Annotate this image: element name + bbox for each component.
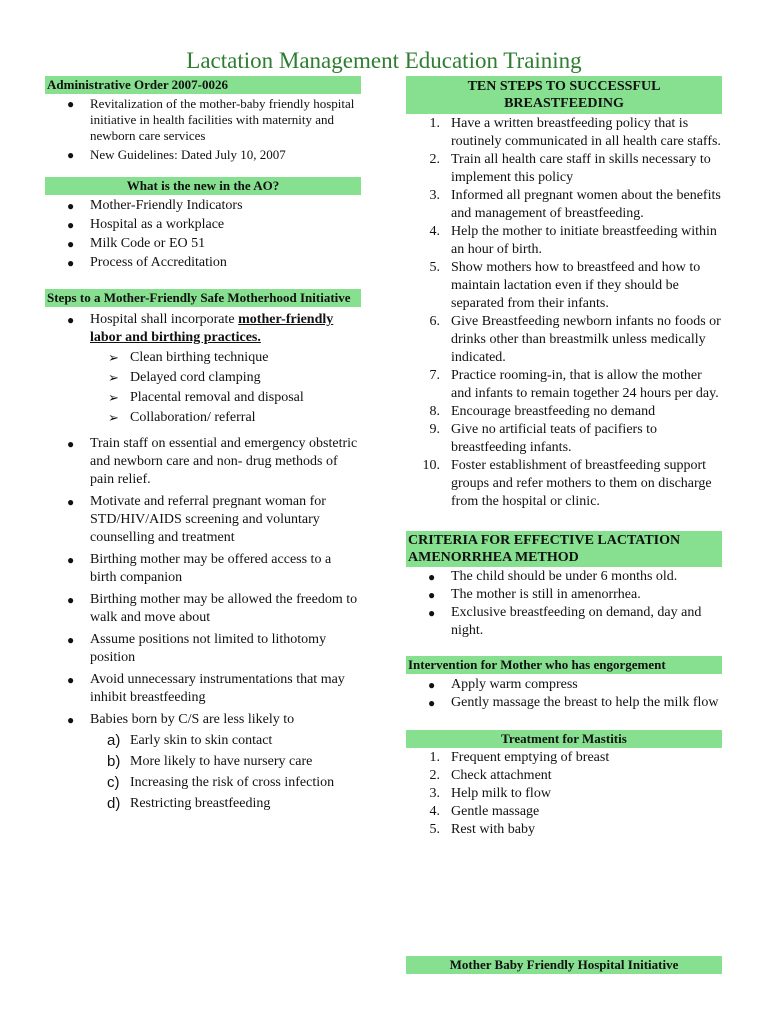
- footer-banner: Mother Baby Friendly Hospital Initiative: [406, 956, 722, 974]
- list-item: ● Avoid unnecessary instrumentations that may inhibit breastfeeding: [67, 672, 345, 705]
- bullet-icon: ●: [67, 553, 75, 567]
- alpha-marker: b): [107, 753, 121, 770]
- list-item: ● Babies born by C/S are less likely to: [67, 712, 295, 727]
- lam-list: [406, 568, 722, 640]
- bullet-icon: ●: [67, 713, 75, 727]
- steps-more-list: [45, 435, 361, 729]
- list-item: ● Assume positions not limited to lithotomy position: [67, 632, 327, 665]
- list-item: 3. Help milk to flow: [429, 786, 551, 801]
- list-item: 4. Help the mother to initiate breastfeeding within an hour of birth.: [429, 224, 717, 257]
- bullet-icon: ●: [428, 678, 436, 692]
- admin-order-list: [45, 96, 361, 163]
- list-item: 10. Foster establishment of breastfeeding support groups and refer mothers to them on discharge from the hospital or clinic.: [422, 458, 712, 509]
- arrowhead-bullet-icon: ➢: [108, 350, 119, 365]
- steps-list: [45, 311, 361, 347]
- list-item: ● Gently massage the breast to help the milk flow: [428, 695, 719, 710]
- bullet-icon: ●: [67, 495, 75, 509]
- list-item: b) More likely to have nursery care: [107, 753, 313, 770]
- bullet-icon: ●: [428, 570, 436, 584]
- list-item: c) Increasing the risk of cross infection: [107, 774, 335, 791]
- arrowhead-bullet-icon: ➢: [108, 390, 119, 405]
- list-item: ● Birthing mother may be allowed the freedom to walk and move about: [67, 592, 358, 625]
- list-item: 1. Frequent emptying of breast: [429, 750, 610, 765]
- list-item: ● Birthing mother may be offered access to a birth companion: [67, 552, 332, 585]
- list-item: ● Apply warm compress: [428, 677, 578, 692]
- bullet-icon: ●: [67, 199, 75, 213]
- bullet-icon: ●: [67, 593, 75, 607]
- list-item: 5. Show mothers how to breastfeed and how to maintain lactation even if they should be separated from their infants.: [429, 260, 701, 311]
- steps-header: Steps to a Mother-Friendly Safe Motherhood Initiative: [45, 289, 361, 307]
- arrowhead-bullet-icon: ➢: [108, 370, 119, 385]
- arrowhead-bullet-icon: ➢: [108, 410, 119, 425]
- list-item: ● Exclusive breastfeeding on demand, day and night.: [428, 605, 702, 638]
- list-item: 6. Give Breastfeeding newborn infants no foods or drinks other than breastmilk unless medically indicated.: [429, 314, 721, 365]
- list-item: ➢ Clean birthing technique: [108, 350, 269, 365]
- bullet-icon: ●: [67, 313, 75, 327]
- birthing-practices-list: [45, 349, 361, 427]
- list-item: ● Mother-Friendly Indicators: [67, 198, 243, 213]
- bullet-icon: ●: [67, 633, 75, 647]
- bullet-icon: ●: [67, 437, 75, 451]
- whats-new-header: What is the new in the AO?: [45, 177, 361, 195]
- mastitis-list: [406, 749, 722, 839]
- bullet-icon: ●: [67, 148, 75, 162]
- list-item: ● New Guidelines: Dated July 10, 2007: [67, 147, 286, 162]
- list-item: 7. Practice rooming-in, that is allow the mother and infants to remain together 24 hours per day.: [429, 368, 719, 401]
- bullet-icon: ●: [428, 696, 436, 710]
- right-column: [406, 76, 722, 839]
- bullet-icon: ●: [67, 673, 75, 687]
- engorgement-header: Intervention for Mother who has engorgement: [406, 656, 722, 674]
- alpha-marker: a): [107, 732, 121, 749]
- list-item: 5. Rest with baby: [429, 822, 535, 837]
- list-item: ● The child should be under 6 months old.: [428, 569, 678, 584]
- ten-steps-list: [406, 115, 722, 511]
- list-item: ● Motivate and referral pregnant woman for STD/HIV/AIDS screening and voluntary counselling and treatment: [67, 494, 326, 545]
- bullet-icon: ●: [67, 97, 75, 111]
- list-item: 3. Informed all pregnant women about the benefits and management of breastfeeding.: [429, 188, 721, 221]
- list-item: 1. Have a written breastfeeding policy that is routinely communicated in all health care staffs.: [429, 116, 721, 149]
- whats-new-list: [45, 197, 361, 272]
- list-item: ● Milk Code or EO 51: [67, 236, 206, 251]
- bullet-icon: ●: [428, 606, 436, 620]
- mastitis-header: Treatment for Mastitis: [406, 730, 722, 748]
- list-item: ➢ Delayed cord clamping: [108, 370, 261, 385]
- emphasis-text: mother-friendly labor and birthing practices.: [90, 312, 334, 345]
- list-item: ● The mother is still in amenorrhea.: [428, 587, 641, 602]
- list-item: 2. Train all health care staff in skills necessary to implement this policy: [429, 152, 711, 185]
- list-item: ● Hospital as a workplace: [67, 217, 225, 232]
- list-item: 9. Give no artificial teats of pacifiers to breastfeeding infants.: [429, 422, 658, 455]
- lam-header: CRITERIA FOR EFFECTIVE LACTATION AMENORRHEA METHOD: [406, 531, 722, 567]
- list-item: ● Hospital shall incorporate mother-friendly labor and birthing practices.: [67, 312, 334, 345]
- list-item: d) Restricting breastfeeding: [107, 795, 271, 812]
- list-item: 8. Encourage breastfeeding no demand: [429, 404, 656, 419]
- alpha-marker: c): [107, 774, 120, 791]
- list-item: 4. Gentle massage: [429, 804, 540, 819]
- cs-outcomes-list: [45, 730, 361, 814]
- list-item: ● Process of Accreditation: [67, 255, 227, 270]
- engorgement-list: [406, 676, 722, 712]
- list-item: ● Train staff on essential and emergency obstetric and newborn care and non- drug methods of pain relief.: [67, 436, 358, 487]
- list-item: a) Early skin to skin contact: [107, 732, 273, 749]
- list-item: ➢ Placental removal and disposal: [108, 390, 304, 405]
- bullet-icon: ●: [67, 218, 75, 232]
- alpha-marker: d): [107, 795, 121, 812]
- bullet-icon: ●: [67, 256, 75, 270]
- document-title: Lactation Management Education Training: [186, 48, 582, 73]
- left-column: [45, 76, 361, 814]
- list-item: ● Revitalization of the mother-baby friendly hospital initiative in health facilities with maternity and newborn care services: [67, 96, 355, 143]
- bullet-icon: ●: [428, 588, 436, 602]
- list-item: 2. Check attachment: [429, 768, 552, 783]
- bullet-icon: ●: [67, 237, 75, 251]
- admin-order-header: Administrative Order 2007-0026: [45, 76, 361, 94]
- list-item: ➢ Collaboration/ referral: [108, 410, 256, 425]
- ten-steps-header: TEN STEPS TO SUCCESSFUL BREASTFEEDING: [406, 76, 722, 114]
